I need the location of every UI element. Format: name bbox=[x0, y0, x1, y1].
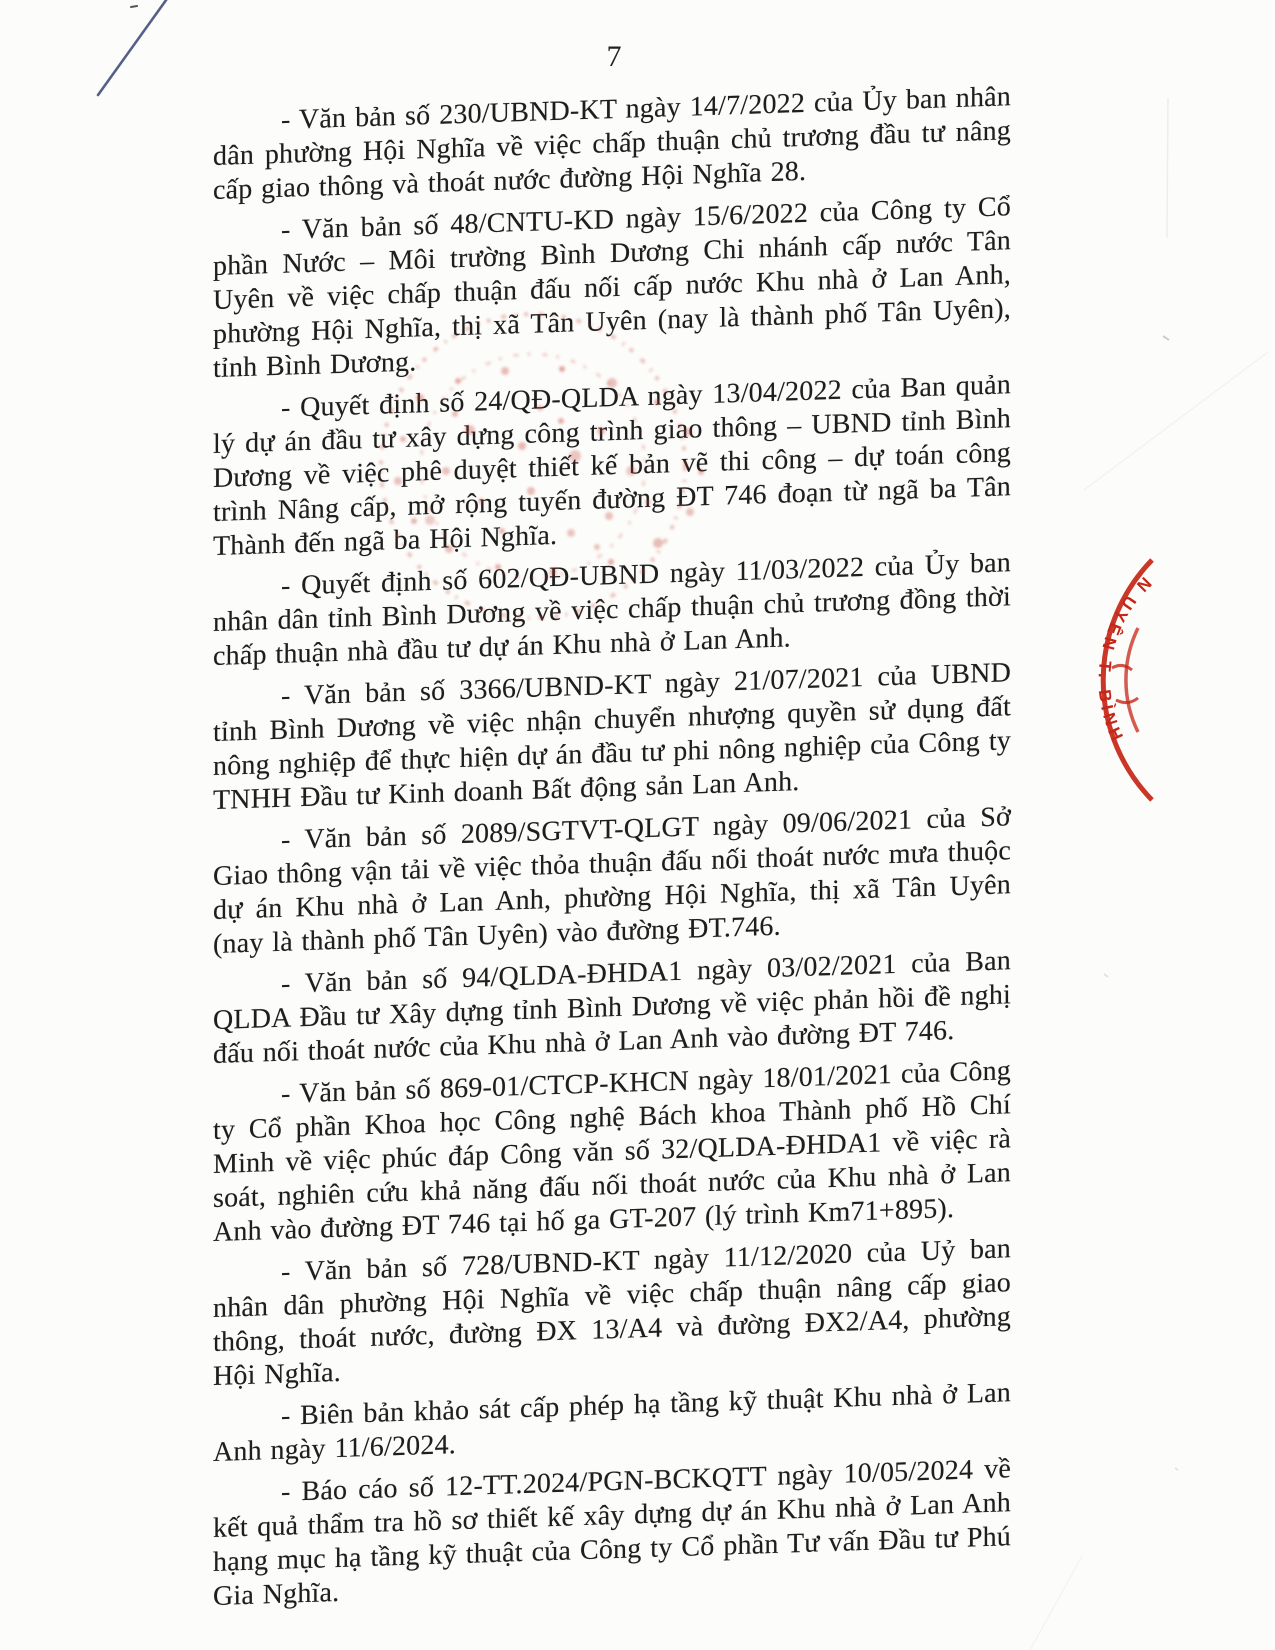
paragraph: - Báo cáo số 12-TT.2024/PGN-BCKQTT ngày 10/05/2024 về kết quả thẩm tra hồ sơ thiết kế xây dựng dự án Khu nhà ở Lan Anh hạng mục hạ tầng kỹ thuật của Công ty Cổ phần Tư vấn Đầu tư Phú Gia Nghĩa. bbox=[213, 1453, 1011, 1612]
paragraph: - Văn bản số 728/UBND-KT ngày 11/12/2020 của Uỷ ban nhân dân phường Hội Nghĩa về việc chấp thuận nâng cấp giao thông, thoát nước, đường ĐX 13/A4 và đường ĐX2/A4, phường Hội Nghĩa. bbox=[213, 1233, 1011, 1392]
pen-mark bbox=[98, 0, 169, 95]
paragraph: - Văn bản số 48/CNTU-KD ngày 15/6/2022 của Công ty Cổ phần Nước – Môi trường Bình Dương Chi nhánh cấp nước Tân Uyên về việc chấp thuận đấu nối cấp nước Khu nhà ở Lan Anh, phường Hội Nghĩa, thị xã Tân Uyên (nay là thành phố Tân Uyên), tỉnh Bình Dương. bbox=[213, 191, 1011, 384]
paragraph: - Văn bản số 3366/UBND-KT ngày 21/07/2021 của UBND tỉnh Bình Dương về việc nhận chuyển nhượng quyền sử dụng đất nông nghiệp để thực hiện dự án đầu tư phi nông nghiệp của Công ty TNHH Đầu tư Kinh doanh Bất động sản Lan Anh. bbox=[213, 657, 1011, 816]
paragraph: - Văn bản số 94/QLDA-ĐHDA1 ngày 03/02/2021 của Ban QLDA Đầu tư Xây dựng tỉnh Bình Dương về việc phản hồi đề nghị đấu nối thoát nước của Khu nhà ở Lan Anh vào đường ĐT 746. bbox=[213, 945, 1011, 1070]
paragraph: - Văn bản số 869-01/CTCP-KHCN ngày 18/01/2021 của Công ty Cổ phần Khoa học Công nghệ Bách khoa Thành phố Hồ Chí Minh về việc phúc đáp Công văn số 32/QLDA-ĐHDA1 về việc rà soát, nghiên cứu khả năng đấu nối thoát nước của Khu nhà ở Lan Anh vào đường ĐT 746 tại hố ga GT-207 (lý trình Km71+895). bbox=[213, 1055, 1011, 1248]
official-stamp-partial bbox=[1095, 560, 1156, 800]
page-number: 7 bbox=[606, 40, 622, 73]
document-body bbox=[213, 80, 1011, 1622]
paragraph: - Văn bản số 230/UBND-KT ngày 14/7/2022 của Ủy ban nhân dân phường Hội Nghĩa về việc chấp thuận chủ trương đầu tư nâng cấp giao thông và thoát nước đường Hội Nghĩa 28. bbox=[213, 81, 1011, 206]
paragraph: - Quyết định số 602/QĐ-UBND ngày 11/03/2022 của Ủy ban nhân dân tỉnh Bình Dương về việc chấp thuận chủ trương đồng thời chấp thuận nhà đầu tư dự án Khu nhà ở Lan Anh. bbox=[213, 547, 1011, 672]
scan-speck bbox=[1030, 98, 1268, 1650]
paragraph: - Biên bản khảo sát cấp phép hạ tầng kỹ thuật Khu nhà ở Lan Anh ngày 11/6/2024. bbox=[213, 1377, 1011, 1468]
stamp-arc-text: N UYÊN T. BÌNH bbox=[1094, 573, 1156, 748]
paragraph: - Quyết định số 24/QĐ-QLDA ngày 13/04/2022 của Ban quản lý dự án đầu tư xây dựng công trình giao thông – UBND tỉnh Bình Dương về việc phê duyệt thiết kế bản vẽ thi công – dự toán công trình Nâng cấp, mở rộng tuyến đường ĐT 746 đoạn từ ngã ba Tân Thành đến ngã ba Hội Nghĩa. bbox=[213, 369, 1011, 562]
paragraph: - Văn bản số 2089/SGTVT-QLGT ngày 09/06/2021 của Sở Giao thông vận tải về việc thỏa thuận đấu nối thoát nước mưa thuộc dự án Khu nhà ở Lan Anh, phường Hội Nghĩa, thị xã Tân Uyên (nay là thành phố Tân Uyên) vào đường ĐT.746. bbox=[213, 801, 1011, 960]
